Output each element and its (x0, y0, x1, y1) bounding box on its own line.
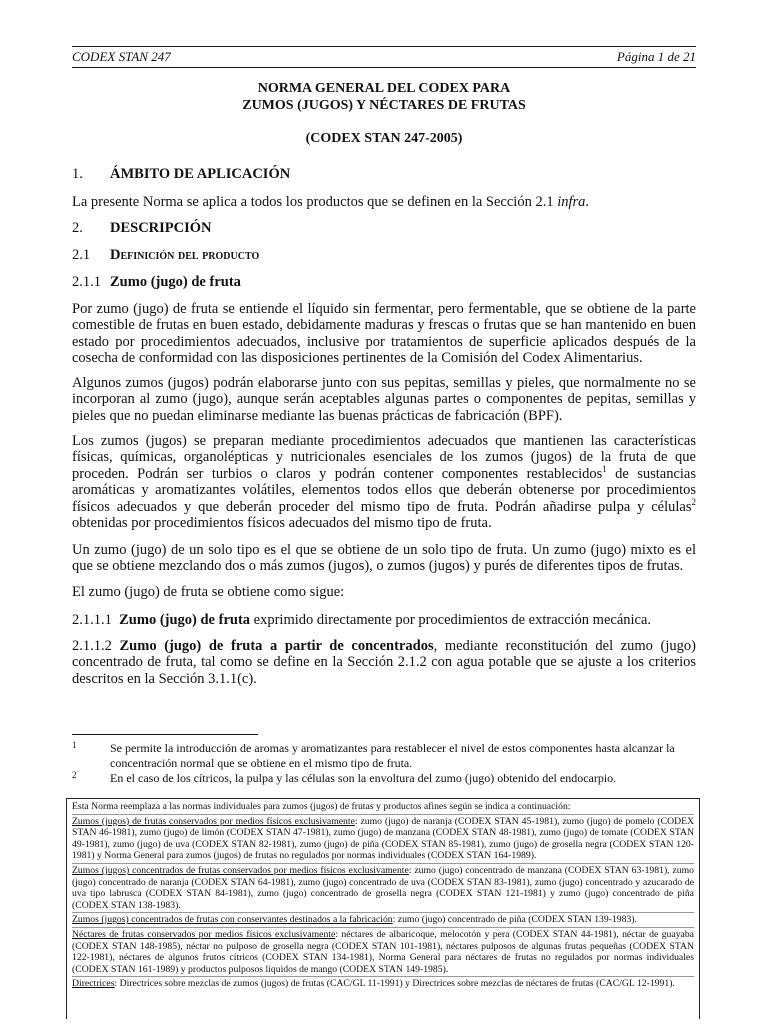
footnote-1-text: Se permite la introducción de aromas y aromatizantes para restablecer el nivel de estos componentes hasta alcanzar la concentración normal que se obtiene en el mismo tipo de fruta. (110, 741, 675, 770)
box-item (72, 914, 694, 928)
section-2-number: 2. (72, 220, 83, 236)
paragraph-6-text: exprimido directamente por procedimientos de extracción mecánica. (250, 612, 652, 628)
box-item (72, 865, 694, 913)
box-item (72, 816, 694, 864)
footnote-1-number: 1 (72, 740, 77, 750)
footnote-separator (72, 734, 258, 735)
section-2-1-1-title: Zumo (jugo) de fruta (110, 274, 241, 290)
paragraph-5: El zumo (jugo) de fruta se obtiene como sigue: (72, 584, 345, 600)
doc-code: (CODEX STAN 247-2005) (305, 131, 463, 146)
paragraph-7-number: 2.1.1.2 (72, 638, 112, 654)
paragraph-3-c: obtenidas por procedimientos físicos adecuados del mismo tipo de fruta. (72, 515, 492, 532)
paragraph-7-text: , mediante reconstitución del zumo (jugo) concentrado de fruta, tal como se define en la Sección 2.1.2 con agua potable que se ajuste a los criterios descritos en la Sección 3.1.1(c). (72, 638, 696, 687)
section-1-text (72, 194, 696, 210)
paragraph-1: Por zumo (jugo) de fruta se entiende el líquido sin fermentar, pero fermentable, que se obtiene de la parte comestible de frutas en buen estado, debidamente maduras y frescas o frutas que se han mantenido en buen estado por procedimientos adecuados, inclusive por tratamientos de superficie aplicados después de la cosecha de conformidad con las disposiciones pertinentes de la Comisión del Codex Alimentarius. (72, 301, 696, 367)
box-item (72, 978, 694, 991)
section-1-text-main: La presente Norma se aplica a todos los productos que se definen en la Sección 2.1 (72, 194, 558, 210)
doc-title-line-1: NORMA GENERAL DEL CODEX PARA (257, 81, 511, 96)
paragraph-7-bold: Zumo (jugo) de fruta a partir de concentrados (119, 638, 434, 654)
paragraph-6-number: 2.1.1.1 (72, 612, 112, 628)
box-item-text: : néctares de albaricoque, melocotón y pera (CODEX STAN 44-1981), néctar de guayaba (CODEX STAN 148-1985), néctar no pulposo de grosella negra (CODEX STAN 101-1981), néctares pulposos de algunas frutas pequeñas (CODEX STAN 122-1981), néctares de algunos frutos cítricos (CODEX STAN 134-1981), Norma General para néctares de frutas no regulados por normas individuales (CODEX STAN 161-1989) y productos pulposos líquidos de mango (CODEX STAN 149-1985). (72, 928, 694, 975)
box-item-text: : zumo (jugo) de naranja (CODEX STAN 45-1981), zumo (jugo) de pomelo (CODEX STAN 46-1981), zumo (jugo) de limón (CODEX STAN 47-1981), zumo (jugo) de manzana (CODEX STAN 48-1981), zumo (jugo) de tomate (CODEX STAN 49-1981), zumo (jugo) de uva (CODEX STAN 82-1981), zumo (jugo) de piña (CODEX STAN 85-1981), zumo (jugo) de grosella negra (CODEX STAN 120-1981) y Norma General para zumos (jugos) de frutas no regulados por normas individuales (CODEX STAN 164-1989). (72, 815, 694, 862)
paragraph-2: Algunos zumos (jugos) podrán elaborarse junto con sus pepitas, semillas y pieles, que normalmente no se incorporan al zumo (jugo), aunque serán aceptables algunas partes o componentes de pepitas, semillas y pieles que no puedan eliminarse mediante las buenas prácticas de fabricación (BPF). (72, 375, 696, 424)
section-1-title: ÁMBITO DE APLICACIÓN (110, 166, 291, 182)
header-doc-code: CODEX STAN 247 (72, 49, 171, 64)
section-1-text-end: . (585, 194, 590, 210)
box-item-label: Directrices (72, 978, 115, 990)
box-intro: Esta Norma reemplaza a las normas individuales para zumos (jugos) de frutas y productos afines según se indica a continuación: (72, 801, 694, 815)
section-1-text-italic: infra (557, 194, 586, 210)
section-1-number: 1. (72, 166, 83, 182)
doc-title-line-2: ZUMOS (JUGOS) Y NÉCTARES DE FRUTAS (242, 98, 526, 113)
section-2-1-1-number: 2.1.1 (72, 274, 101, 290)
box-item-label: Zumos (jugos) concentrados de frutas con conservantes destinados a la fabricación (72, 914, 393, 926)
footnote-2-text: En el caso de los cítricos, la pulpa y las células son la envoltura del zumo (jugo) obtenido del endocarpio. (110, 771, 617, 785)
box-item (72, 929, 694, 977)
paragraph-3 (72, 433, 696, 531)
box-item-label: Zumos (jugos) concentrados de frutas conservados por medios físicos exclusivamente (72, 864, 409, 876)
box-item-label: Zumos (jugos) de frutas conservados por medios físicos exclusivamente (72, 815, 355, 827)
box-item-text: : zumo (jugo) concentrado de piña (CODEX STAN 139-1983). (392, 914, 637, 926)
paragraph-6-bold: Zumo (jugo) de fruta (119, 612, 251, 628)
page-header (72, 46, 696, 68)
section-2-title: DESCRIPCIÓN (110, 220, 212, 236)
header-page-number: Página 1 de 21 (616, 49, 696, 64)
box-item-text: : zumo (jugo) concentrado de manzana (CODEX STAN 63-1981), zumo (jugo) concentrado de naranja (CODEX STAN 64-1981), zumo (jugo) concentrado de uva (CODEX STAN 83-1981), zumo (jugo) concentrado y azucarado de uva tipo labrusca (CODEX STAN 84-1981), zumo (jugo) concentrado de grosella negra (CODEX STAN 121-1981) y zumo (jugo) concentrado de piña (CODEX STAN 138-1983). (72, 864, 694, 911)
footnote-2-number: 2 (72, 770, 77, 780)
paragraph-3-a: Los zumos (jugos) se preparan mediante procedimientos adecuados que mantienen las características físicas, químicas, organolépticas y nutricionales esenciales de los zumos (jugos) de la fruta de que proceden. Podrán ser turbios o claros y podrán contener componentes restablecidos (72, 433, 696, 482)
section-2-1-number: 2.1 (72, 247, 91, 263)
footnote-ref-1: 1 (602, 463, 607, 474)
box-item-label: Néctares de frutas conservados por medios físicos exclusivamente (72, 928, 336, 940)
paragraph-3-b: de sustancias aromáticas y aromatizantes volátiles, elementos todos ellos que deberán obtenerse por procedimientos físicos adecuados y que deberán proceder del mismo tipo de fruta. Podrán añadirse pulpa y células (72, 465, 696, 515)
section-2-1-title: Definición del producto (110, 247, 260, 263)
paragraph-4: Un zumo (jugo) de un solo tipo es el que se obtiene de un solo tipo de fruta. Un zumo (jugo) mixto es el que se obtiene mezclando dos o más zumos (jugos), o zumos (jugos) y purés de diferentes tipos de frutas. (72, 542, 696, 575)
footnote-ref-2: 2 (691, 496, 696, 507)
paragraph-6 (72, 612, 696, 628)
paragraph-7 (72, 638, 696, 687)
superseded-standards-box (66, 798, 700, 1019)
box-item-text: : Directrices sobre mezclas de zumos (jugos) de frutas (CAC/GL 11-1991) y Directrices sobre mezclas de néctares de frutas (CAC/GL 12-1991). (114, 978, 675, 990)
